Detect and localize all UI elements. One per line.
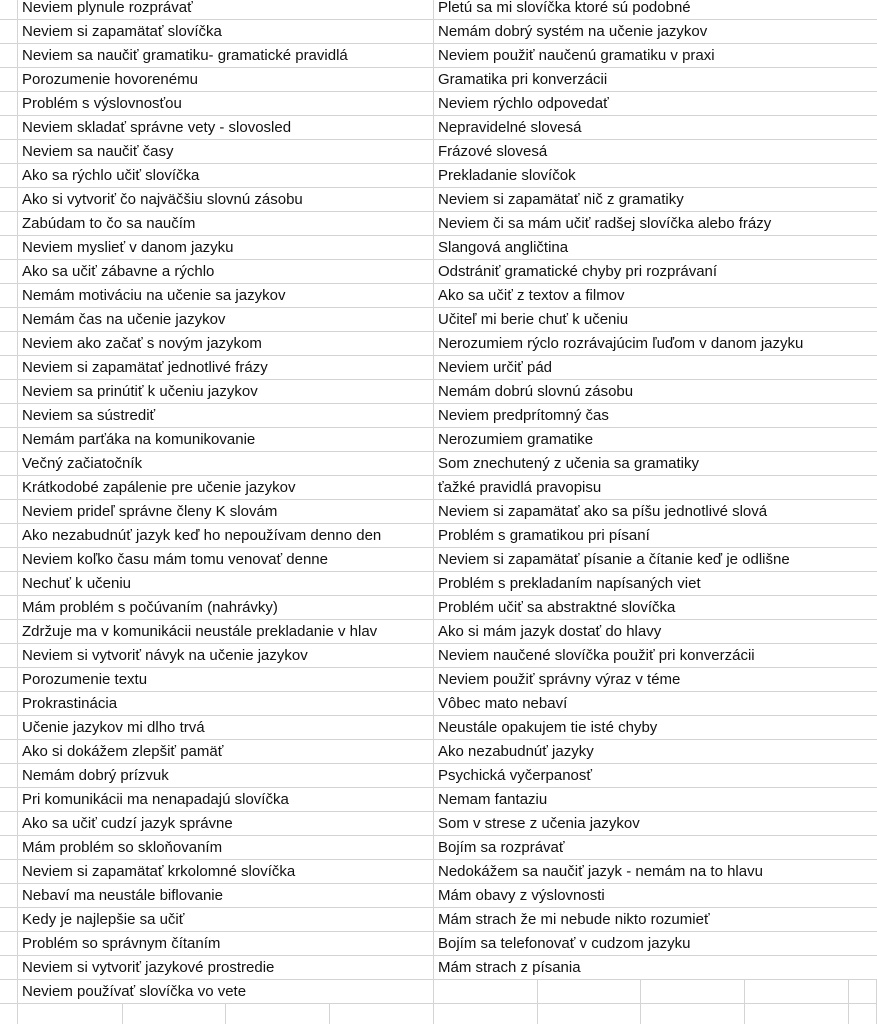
cell-column-b[interactable]: Neviem použiť správny výraz v téme (434, 668, 877, 691)
cell-column-a[interactable]: Neviem plynule rozprávať (18, 0, 432, 19)
cell-column-a[interactable]: Neviem si zapamätať jednotlivé frázy (18, 356, 432, 379)
cell-column-a[interactable]: Nemám dobrý prízvuk (18, 764, 432, 787)
cell-column-a[interactable]: Ako si vytvoriť čo najväčšiu slovnú zásobu (18, 188, 432, 211)
cell-column-a[interactable]: Ako sa učiť cudzí jazyk správne (18, 812, 432, 835)
cell-column-a[interactable]: Učenie jazykov mi dlho trvá (18, 716, 432, 739)
cell-column-b[interactable]: Psychická vyčerpanosť (434, 764, 877, 787)
cell-column-b[interactable]: ťažké pravidlá pravopisu (434, 476, 877, 499)
cell-column-b[interactable]: Neustále opakujem tie isté chyby (434, 716, 877, 739)
table-row (0, 860, 877, 884)
cell-column-a[interactable]: Neviem sa sústrediť (18, 404, 432, 427)
cell-column-b[interactable]: Bojím sa telefonovať v cudzom jazyku (434, 932, 877, 955)
cell-column-a[interactable]: Nemám motiváciu na učenie sa jazykov (18, 284, 432, 307)
table-row (0, 716, 877, 740)
table-row (0, 260, 877, 284)
cell-column-a[interactable]: Nechuť k učeniu (18, 572, 432, 595)
table-row (0, 908, 877, 932)
cell-column-b[interactable]: Bojím sa rozprávať (434, 836, 877, 859)
cell-column-b[interactable]: Nemám dobrú slovnú zásobu (434, 380, 877, 403)
table-row (0, 668, 877, 692)
table-row (0, 188, 877, 212)
table-row (0, 164, 877, 188)
cell-column-a[interactable]: Neviem myslieť v danom jazyku (18, 236, 432, 259)
cell-column-b[interactable]: Problém s gramatikou pri písaní (434, 524, 877, 547)
table-row (0, 116, 877, 140)
cell-column-a[interactable]: Neviem prideľ správne členy K slovám (18, 500, 432, 523)
cell-column-b[interactable]: Mám strach z písania (434, 956, 877, 979)
cell-column-a[interactable]: Neviem sa naučiť gramatiku- gramatické pravidlá (18, 44, 432, 67)
cell-column-a[interactable]: Kedy je najlepšie sa učiť (18, 908, 432, 931)
cell-column-b[interactable]: Pletú sa mi slovíčka ktoré sú podobné (434, 0, 877, 19)
table-row (0, 812, 877, 836)
cell-column-b[interactable]: Nepravidelné slovesá (434, 116, 877, 139)
cell-column-a[interactable]: Mám problém so skloňovaním (18, 836, 432, 859)
table-row (0, 644, 877, 668)
cell-column-b[interactable]: Som znechutený z učenia sa gramatiky (434, 452, 877, 475)
cell-column-a[interactable]: Neviem používať slovíčka vo vete (18, 980, 432, 1003)
table-row (0, 140, 877, 164)
table-row (0, 20, 877, 44)
cell-column-a[interactable]: Večný začiatočník (18, 452, 432, 475)
cell-column-b[interactable]: Neviem si zapamätať nič z gramatiky (434, 188, 877, 211)
table-row (0, 836, 877, 860)
table-row (0, 956, 877, 980)
cell-column-a[interactable]: Ako sa učiť zábavne a rýchlo (18, 260, 432, 283)
cell-column-b[interactable]: Neviem určiť pád (434, 356, 877, 379)
table-row (0, 884, 877, 908)
table-row (0, 548, 877, 572)
table-row (0, 740, 877, 764)
table-row (0, 500, 877, 524)
table-row (0, 68, 877, 92)
cell-column-a[interactable]: Neviem si zapamätať slovíčka (18, 20, 432, 43)
cell-column-b[interactable]: Som v strese z učenia jazykov (434, 812, 877, 835)
cell-column-a[interactable]: Neviem si vytvoriť jazykové prostredie (18, 956, 432, 979)
table-row (0, 212, 877, 236)
table-row (0, 980, 877, 1004)
cell-column-b[interactable]: Neviem či sa mám učiť radšej slovíčka alebo frázy (434, 212, 877, 235)
table-row (0, 236, 877, 260)
cell-column-a[interactable]: Neviem ako začať s novým jazykom (18, 332, 432, 355)
table-row (0, 428, 877, 452)
table-row (0, 284, 877, 308)
cell-column-a[interactable]: Zdržuje ma v komunikácii neustále prekladanie v hlav (18, 620, 432, 643)
table-row (0, 788, 877, 812)
cell-column-a[interactable]: Neviem si zapamätať krkolomné slovíčka (18, 860, 432, 883)
cell-column-a[interactable]: Mám problém s počúvaním (nahrávky) (18, 596, 432, 619)
table-row (0, 332, 877, 356)
cell-column-b[interactable]: Neviem naučené slovíčka použiť pri konverzácii (434, 644, 877, 667)
cell-column-b[interactable]: Ako sa učiť z textov a filmov (434, 284, 877, 307)
table-row (0, 476, 877, 500)
cell-column-b[interactable]: Vôbec mato nebaví (434, 692, 877, 715)
cell-column-a[interactable]: Problém so správnym čítaním (18, 932, 432, 955)
cell-column-a[interactable]: Pri komunikácii ma nenapadajú slovíčka (18, 788, 432, 811)
cell-column-a[interactable]: Neviem sa naučiť časy (18, 140, 432, 163)
cell-column-a[interactable]: Zabúdam to čo sa naučím (18, 212, 432, 235)
cell-column-b[interactable]: Problém učiť sa abstraktné slovíčka (434, 596, 877, 619)
table-row (0, 692, 877, 716)
cell-column-a[interactable]: Nemám parťáka na komunikovanie (18, 428, 432, 451)
cell-column-a[interactable]: Nemám čas na učenie jazykov (18, 308, 432, 331)
cell-column-a[interactable]: Ako si dokážem zlepšiť pamäť (18, 740, 432, 763)
cell-column-b[interactable]: Neviem si zapamätať ako sa píšu jednotlivé slová (434, 500, 877, 523)
cell-column-b[interactable]: Neviem predprítomný čas (434, 404, 877, 427)
table-row (0, 1004, 877, 1024)
cell-column-b[interactable] (434, 980, 877, 1003)
table-row (0, 308, 877, 332)
cell-column-b[interactable] (434, 1004, 877, 1024)
cell-column-a[interactable] (18, 1004, 432, 1024)
cell-column-b[interactable]: Neviem si zapamätať písanie a čítanie keď je odlišne (434, 548, 877, 571)
cell-column-b[interactable]: Nemám dobrý systém na učenie jazykov (434, 20, 877, 43)
cell-column-a[interactable]: Neviem si vytvoriť návyk na učenie jazykov (18, 644, 432, 667)
cell-column-b[interactable]: Prekladanie slovíčok (434, 164, 877, 187)
cell-column-b[interactable]: Problém s prekladaním napísaných viet (434, 572, 877, 595)
table-row (0, 524, 877, 548)
cell-column-a[interactable]: Porozumenie hovorenému (18, 68, 432, 91)
cell-column-b[interactable]: Mám strach že mi nebude nikto rozumieť (434, 908, 877, 931)
cell-column-a[interactable]: Neviem sa prinútiť k učeniu jazykov (18, 380, 432, 403)
cell-column-b[interactable]: Ako si mám jazyk dostať do hlavy (434, 620, 877, 643)
cell-column-b[interactable]: Frázové slovesá (434, 140, 877, 163)
table-row (0, 92, 877, 116)
cell-column-b[interactable]: Nerozumiem gramatike (434, 428, 877, 451)
cell-column-b[interactable]: Nedokážem sa naučiť jazyk - nemám na to hlavu (434, 860, 877, 883)
cell-column-a[interactable]: Prokrastinácia (18, 692, 432, 715)
cell-column-b[interactable]: Odstrániť gramatické chyby pri rozprávaní (434, 260, 877, 283)
cell-column-a[interactable]: Porozumenie textu (18, 668, 432, 691)
cell-column-b[interactable]: Neviem použiť naučenú gramatiku v praxi (434, 44, 877, 67)
table-row (0, 452, 877, 476)
cell-column-b[interactable]: Ako nezabudnúť jazyky (434, 740, 877, 763)
table-row (0, 572, 877, 596)
cell-column-a[interactable]: Ako sa rýchlo učiť slovíčka (18, 164, 432, 187)
table-row (0, 620, 877, 644)
table-row (0, 764, 877, 788)
cell-column-b[interactable]: Gramatika pri konverzácii (434, 68, 877, 91)
cell-column-b[interactable]: Mám obavy z výslovnosti (434, 884, 877, 907)
cell-column-b[interactable]: Nemam fantaziu (434, 788, 877, 811)
table-row (0, 380, 877, 404)
table-row (0, 0, 877, 20)
cell-column-b[interactable]: Slangová angličtina (434, 236, 877, 259)
table-row (0, 596, 877, 620)
cell-column-a[interactable]: Neviem koľko času mám tomu venovať denne (18, 548, 432, 571)
cell-column-a[interactable]: Krátkodobé zapálenie pre učenie jazykov (18, 476, 432, 499)
table-row (0, 356, 877, 380)
cell-column-a[interactable]: Neviem skladať správne vety - slovosled (18, 116, 432, 139)
cell-column-b[interactable]: Učiteľ mi berie chuť k učeniu (434, 308, 877, 331)
cell-column-a[interactable]: Nebaví ma neustále biflovanie (18, 884, 432, 907)
cell-column-b[interactable]: Nerozumiem rýclo rozrávajúcim ľuďom v danom jazyku (434, 332, 877, 355)
cell-column-a[interactable]: Problém s výslovnosťou (18, 92, 432, 115)
cell-column-a[interactable]: Ako nezabudnúť jazyk keď ho nepoužívam denno den (18, 524, 432, 547)
table-row (0, 404, 877, 428)
cell-column-b[interactable]: Neviem rýchlo odpovedať (434, 92, 877, 115)
table-row (0, 932, 877, 956)
table-row (0, 44, 877, 68)
